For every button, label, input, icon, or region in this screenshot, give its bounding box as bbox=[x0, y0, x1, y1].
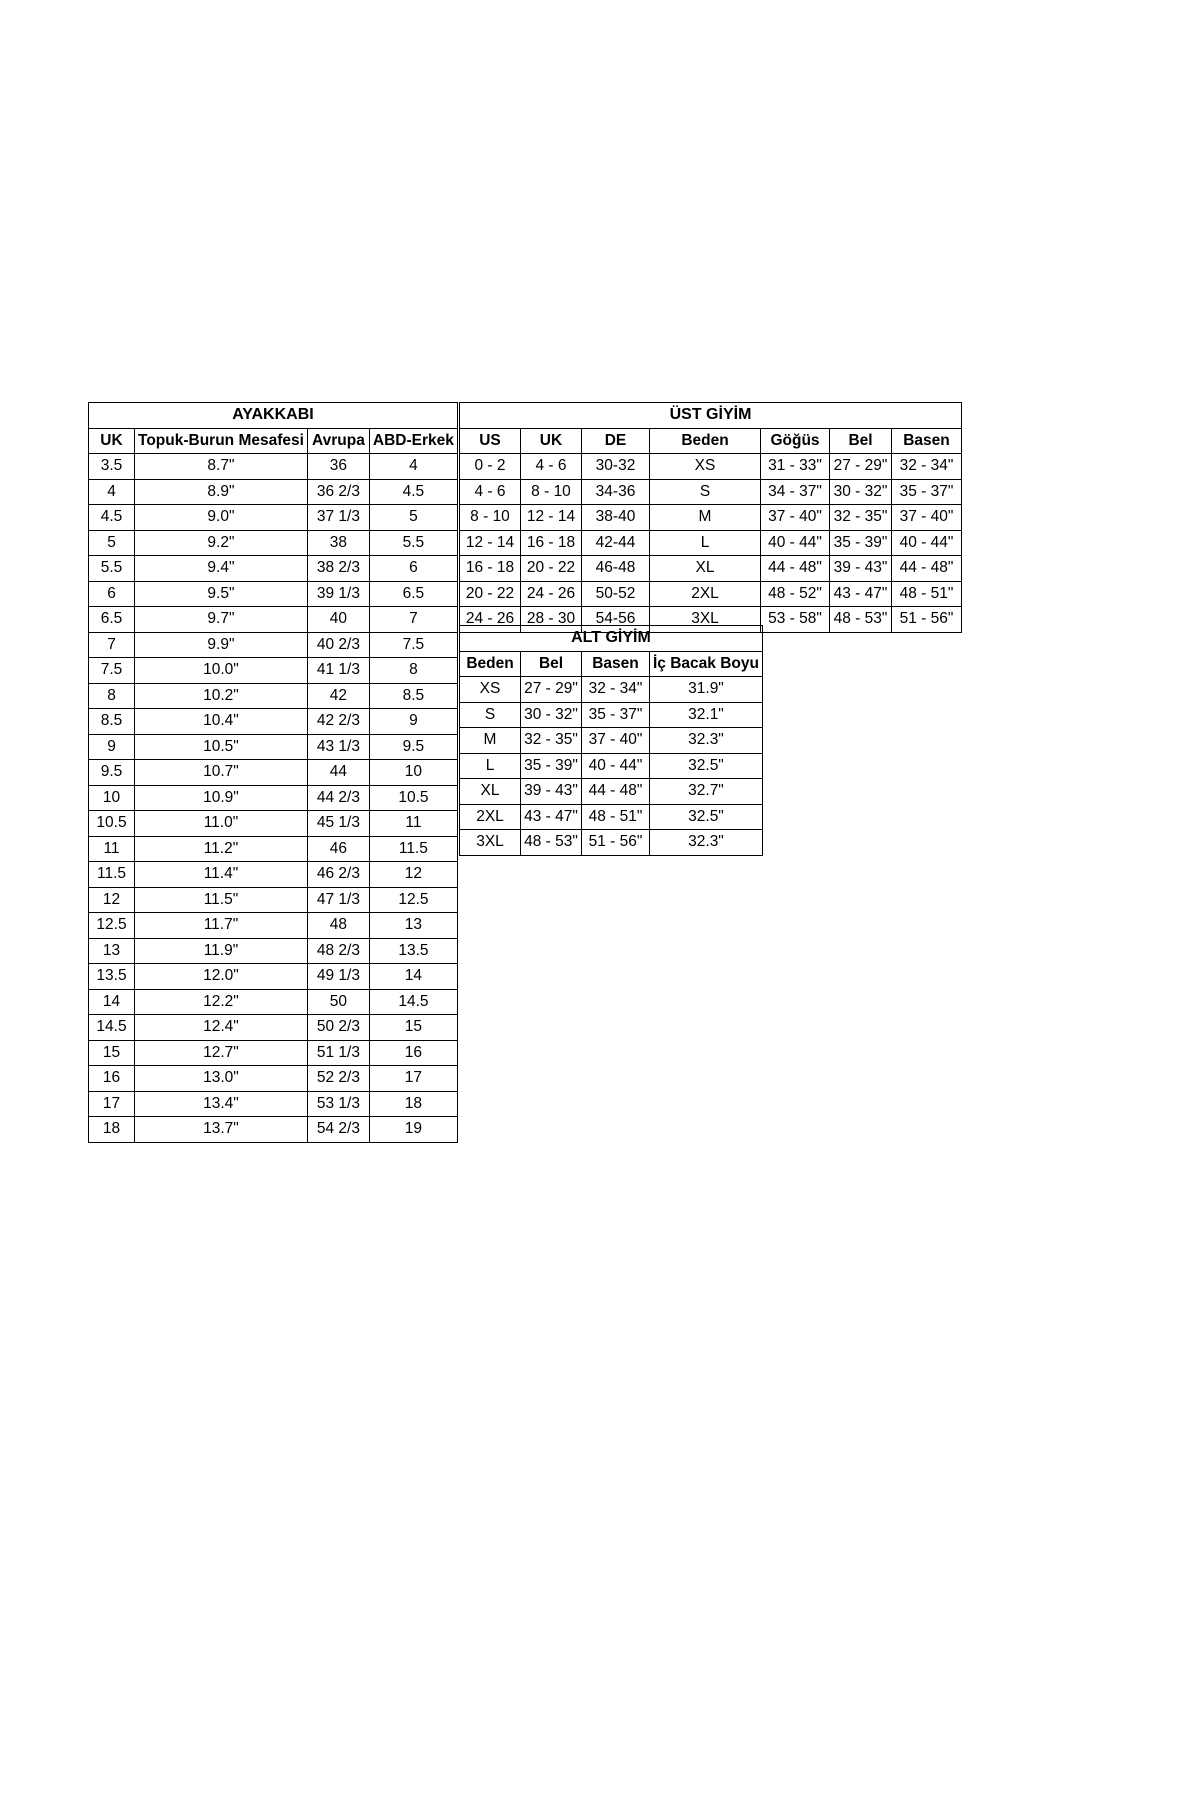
shoes-cell: 5.5 bbox=[369, 530, 457, 556]
shoes-cell: 7 bbox=[369, 607, 457, 633]
table-row bbox=[460, 830, 763, 856]
tops-cell: 38-40 bbox=[582, 505, 650, 531]
table-row bbox=[89, 658, 458, 684]
table-row bbox=[460, 702, 763, 728]
table-row bbox=[89, 1015, 458, 1041]
tops-header-row bbox=[460, 428, 962, 454]
bottoms-header-row bbox=[460, 651, 763, 677]
shoes-cell: 9.0" bbox=[135, 505, 308, 531]
tops-cell: 51 - 56" bbox=[892, 607, 962, 633]
bottoms-cell: 44 - 48" bbox=[582, 779, 650, 805]
shoes-cell: 37 1/3 bbox=[307, 505, 369, 531]
tops-cell: 34-36 bbox=[582, 479, 650, 505]
shoes-cell: 6 bbox=[89, 581, 135, 607]
shoes-cell: 50 2/3 bbox=[307, 1015, 369, 1041]
shoes-cell: 12.5 bbox=[89, 913, 135, 939]
table-row bbox=[89, 556, 458, 582]
table-row bbox=[89, 811, 458, 837]
tops-cell: 4 - 6 bbox=[460, 479, 521, 505]
shoes-cell: 10 bbox=[89, 785, 135, 811]
bottoms-cell: 32.5" bbox=[650, 753, 763, 779]
shoes-size-table bbox=[88, 402, 458, 1143]
tops-cell: 44 - 48" bbox=[761, 556, 830, 582]
table-row bbox=[89, 607, 458, 633]
shoes-cell: 6.5 bbox=[89, 607, 135, 633]
shoes-cell: 17 bbox=[89, 1091, 135, 1117]
bottoms-cell: 32.3" bbox=[650, 830, 763, 856]
shoes-cell: 16 bbox=[89, 1066, 135, 1092]
tops-cell: 16 - 18 bbox=[521, 530, 582, 556]
tops-header-cell: Basen bbox=[892, 428, 962, 454]
shoes-cell: 47 1/3 bbox=[307, 887, 369, 913]
shoes-cell: 36 2/3 bbox=[307, 479, 369, 505]
tops-cell: XS bbox=[650, 454, 761, 480]
table-row bbox=[89, 862, 458, 888]
bottoms-header-cell: Beden bbox=[460, 651, 521, 677]
shoes-cell: 18 bbox=[89, 1117, 135, 1143]
tops-cell: 42-44 bbox=[582, 530, 650, 556]
table-row bbox=[89, 734, 458, 760]
tops-cell: 30-32 bbox=[582, 454, 650, 480]
shoes-cell: 44 2/3 bbox=[307, 785, 369, 811]
shoes-cell: 13.0" bbox=[135, 1066, 308, 1092]
bottoms-cell: 48 - 53" bbox=[521, 830, 582, 856]
table-row bbox=[89, 581, 458, 607]
shoes-cell: 10.4" bbox=[135, 709, 308, 735]
table-row bbox=[89, 683, 458, 709]
shoes-cell: 43 1/3 bbox=[307, 734, 369, 760]
shoes-cell: 9 bbox=[89, 734, 135, 760]
shoes-cell: 5 bbox=[89, 530, 135, 556]
shoes-cell: 52 2/3 bbox=[307, 1066, 369, 1092]
tops-cell: 37 - 40" bbox=[761, 505, 830, 531]
shoes-cell: 46 bbox=[307, 836, 369, 862]
table-row bbox=[89, 938, 458, 964]
table-row bbox=[89, 1066, 458, 1092]
shoes-cell: 13.5 bbox=[369, 938, 457, 964]
bottoms-cell: S bbox=[460, 702, 521, 728]
tops-cell: L bbox=[650, 530, 761, 556]
shoes-cell: 10.2" bbox=[135, 683, 308, 709]
shoes-cell: 9.2" bbox=[135, 530, 308, 556]
table-row bbox=[460, 779, 763, 805]
tops-size-table bbox=[459, 402, 962, 633]
shoes-cell: 40 2/3 bbox=[307, 632, 369, 658]
shoes-cell: 8 bbox=[369, 658, 457, 684]
table-row bbox=[460, 753, 763, 779]
table-row bbox=[89, 530, 458, 556]
table-row bbox=[89, 709, 458, 735]
shoes-header-cell: Avrupa bbox=[307, 428, 369, 454]
shoes-cell: 10.7" bbox=[135, 760, 308, 786]
shoes-cell: 13 bbox=[369, 913, 457, 939]
tops-table-title: ÜST GİYİM bbox=[460, 403, 962, 429]
shoes-cell: 9.7" bbox=[135, 607, 308, 633]
shoes-cell: 38 bbox=[307, 530, 369, 556]
shoes-cell: 7.5 bbox=[89, 658, 135, 684]
shoes-cell: 9 bbox=[369, 709, 457, 735]
shoes-cell: 48 bbox=[307, 913, 369, 939]
shoes-cell: 8.9" bbox=[135, 479, 308, 505]
tops-cell: 4 - 6 bbox=[521, 454, 582, 480]
tops-title-row bbox=[460, 403, 962, 429]
tops-cell: 46-48 bbox=[582, 556, 650, 582]
tops-cell: M bbox=[650, 505, 761, 531]
tops-header-cell: UK bbox=[521, 428, 582, 454]
bottoms-cell: 35 - 39" bbox=[521, 753, 582, 779]
shoes-cell: 11.4" bbox=[135, 862, 308, 888]
shoes-cell: 45 1/3 bbox=[307, 811, 369, 837]
bottoms-cell: 32 - 34" bbox=[582, 677, 650, 703]
bottoms-cell: 2XL bbox=[460, 804, 521, 830]
shoes-cell: 16 bbox=[369, 1040, 457, 1066]
table-row bbox=[460, 677, 763, 703]
shoes-cell: 18 bbox=[369, 1091, 457, 1117]
shoes-cell: 10.9" bbox=[135, 785, 308, 811]
tops-cell: 3XL bbox=[650, 607, 761, 633]
shoes-cell: 9.5" bbox=[135, 581, 308, 607]
shoes-cell: 13 bbox=[89, 938, 135, 964]
shoes-cell: 54 2/3 bbox=[307, 1117, 369, 1143]
bottoms-cell: 32 - 35" bbox=[521, 728, 582, 754]
tops-cell: 27 - 29" bbox=[830, 454, 892, 480]
tops-cell: 24 - 26 bbox=[460, 607, 521, 633]
shoes-cell: 5 bbox=[369, 505, 457, 531]
bottoms-cell: M bbox=[460, 728, 521, 754]
shoes-cell: 13.7" bbox=[135, 1117, 308, 1143]
bottoms-cell: 30 - 32" bbox=[521, 702, 582, 728]
shoes-cell: 11.2" bbox=[135, 836, 308, 862]
tops-cell: 43 - 47" bbox=[830, 581, 892, 607]
bottoms-header-cell: Bel bbox=[521, 651, 582, 677]
bottoms-cell: 32.3" bbox=[650, 728, 763, 754]
shoes-cell: 50 bbox=[307, 989, 369, 1015]
tops-cell: 16 - 18 bbox=[460, 556, 521, 582]
shoes-cell: 15 bbox=[369, 1015, 457, 1041]
table-row bbox=[89, 1040, 458, 1066]
shoes-cell: 11 bbox=[89, 836, 135, 862]
table-row bbox=[89, 479, 458, 505]
tops-cell: 53 - 58" bbox=[761, 607, 830, 633]
shoes-cell: 12.4" bbox=[135, 1015, 308, 1041]
table-row bbox=[89, 913, 458, 939]
shoes-cell: 4.5 bbox=[89, 505, 135, 531]
shoes-cell: 9.5 bbox=[89, 760, 135, 786]
bottoms-header-cell: İç Bacak Boyu bbox=[650, 651, 763, 677]
table-row bbox=[89, 1091, 458, 1117]
shoes-cell: 11 bbox=[369, 811, 457, 837]
shoes-cell: 40 bbox=[307, 607, 369, 633]
shoes-cell: 10.5 bbox=[369, 785, 457, 811]
bottoms-cell: 27 - 29" bbox=[521, 677, 582, 703]
tops-cell: 48 - 53" bbox=[830, 607, 892, 633]
shoes-cell: 48 2/3 bbox=[307, 938, 369, 964]
bottoms-cell: 48 - 51" bbox=[582, 804, 650, 830]
shoes-table-body bbox=[89, 403, 458, 1143]
bottoms-cell: 32.7" bbox=[650, 779, 763, 805]
shoes-cell: 11.5 bbox=[89, 862, 135, 888]
tops-cell: 48 - 51" bbox=[892, 581, 962, 607]
shoes-header-cell: UK bbox=[89, 428, 135, 454]
shoes-cell: 36 bbox=[307, 454, 369, 480]
shoes-cell: 12.0" bbox=[135, 964, 308, 990]
bottoms-cell: 32.5" bbox=[650, 804, 763, 830]
shoes-cell: 11.5 bbox=[369, 836, 457, 862]
shoes-cell: 46 2/3 bbox=[307, 862, 369, 888]
bottoms-size-table bbox=[459, 625, 763, 856]
tops-cell: 8 - 10 bbox=[521, 479, 582, 505]
bottoms-header-cell: Basen bbox=[582, 651, 650, 677]
table-row bbox=[460, 728, 763, 754]
table-row bbox=[89, 454, 458, 480]
tops-header-cell: DE bbox=[582, 428, 650, 454]
shoes-cell: 13.5 bbox=[89, 964, 135, 990]
table-row bbox=[89, 760, 458, 786]
table-row bbox=[460, 581, 962, 607]
bottoms-cell: 51 - 56" bbox=[582, 830, 650, 856]
tops-cell: 34 - 37" bbox=[761, 479, 830, 505]
shoes-title-row bbox=[89, 403, 458, 429]
shoes-header-row bbox=[89, 428, 458, 454]
shoes-cell: 14.5 bbox=[369, 989, 457, 1015]
table-row bbox=[460, 505, 962, 531]
tops-cell: 12 - 14 bbox=[460, 530, 521, 556]
shoes-cell: 10 bbox=[369, 760, 457, 786]
shoes-cell: 6.5 bbox=[369, 581, 457, 607]
shoes-cell: 41 1/3 bbox=[307, 658, 369, 684]
shoes-cell: 5.5 bbox=[89, 556, 135, 582]
bottoms-cell: XL bbox=[460, 779, 521, 805]
shoes-cell: 44 bbox=[307, 760, 369, 786]
tops-cell: 24 - 26 bbox=[521, 581, 582, 607]
bottoms-cell: 39 - 43" bbox=[521, 779, 582, 805]
tops-header-cell: US bbox=[460, 428, 521, 454]
table-row bbox=[89, 505, 458, 531]
shoes-cell: 9.9" bbox=[135, 632, 308, 658]
tops-cell: 12 - 14 bbox=[521, 505, 582, 531]
shoes-cell: 9.5 bbox=[369, 734, 457, 760]
tops-cell: 8 - 10 bbox=[460, 505, 521, 531]
shoes-cell: 12 bbox=[89, 887, 135, 913]
shoes-cell: 17 bbox=[369, 1066, 457, 1092]
tops-cell: 2XL bbox=[650, 581, 761, 607]
tops-cell: 20 - 22 bbox=[521, 556, 582, 582]
table-row bbox=[89, 887, 458, 913]
table-row bbox=[460, 556, 962, 582]
shoes-cell: 4 bbox=[89, 479, 135, 505]
table-row bbox=[89, 989, 458, 1015]
table-row bbox=[89, 632, 458, 658]
shoes-cell: 9.4" bbox=[135, 556, 308, 582]
tops-header-cell: Beden bbox=[650, 428, 761, 454]
tops-cell: 39 - 43" bbox=[830, 556, 892, 582]
tops-cell: 31 - 33" bbox=[761, 454, 830, 480]
tops-header-cell: Göğüs bbox=[761, 428, 830, 454]
tops-cell: 32 - 35" bbox=[830, 505, 892, 531]
bottoms-cell: 32.1" bbox=[650, 702, 763, 728]
shoes-cell: 11.0" bbox=[135, 811, 308, 837]
tops-cell: 32 - 34" bbox=[892, 454, 962, 480]
shoes-cell: 10.5 bbox=[89, 811, 135, 837]
tops-cell: 30 - 32" bbox=[830, 479, 892, 505]
shoes-cell: 11.9" bbox=[135, 938, 308, 964]
bottoms-cell: 3XL bbox=[460, 830, 521, 856]
shoes-cell: 15 bbox=[89, 1040, 135, 1066]
shoes-cell: 7.5 bbox=[369, 632, 457, 658]
tops-table-body bbox=[460, 403, 962, 633]
table-row bbox=[89, 785, 458, 811]
shoes-cell: 12.5 bbox=[369, 887, 457, 913]
shoes-cell: 8.5 bbox=[369, 683, 457, 709]
table-row bbox=[89, 964, 458, 990]
tops-header-cell: Bel bbox=[830, 428, 892, 454]
shoes-cell: 12.2" bbox=[135, 989, 308, 1015]
shoes-cell: 8.5 bbox=[89, 709, 135, 735]
bottoms-cell: 35 - 37" bbox=[582, 702, 650, 728]
shoes-cell: 38 2/3 bbox=[307, 556, 369, 582]
shoes-cell: 13.4" bbox=[135, 1091, 308, 1117]
tops-cell: 35 - 37" bbox=[892, 479, 962, 505]
shoes-cell: 51 1/3 bbox=[307, 1040, 369, 1066]
shoes-cell: 8.7" bbox=[135, 454, 308, 480]
bottoms-cell: 43 - 47" bbox=[521, 804, 582, 830]
bottoms-cell: 40 - 44" bbox=[582, 753, 650, 779]
tops-cell: 37 - 40" bbox=[892, 505, 962, 531]
bottoms-cell: L bbox=[460, 753, 521, 779]
table-row bbox=[460, 479, 962, 505]
shoes-cell: 14 bbox=[89, 989, 135, 1015]
shoes-cell: 39 1/3 bbox=[307, 581, 369, 607]
table-row bbox=[89, 1117, 458, 1143]
shoes-cell: 4.5 bbox=[369, 479, 457, 505]
shoes-cell: 12 bbox=[369, 862, 457, 888]
shoes-cell: 19 bbox=[369, 1117, 457, 1143]
shoes-cell: 7 bbox=[89, 632, 135, 658]
shoes-cell: 14.5 bbox=[89, 1015, 135, 1041]
shoes-cell: 11.5" bbox=[135, 887, 308, 913]
table-row bbox=[460, 454, 962, 480]
shoes-cell: 10.5" bbox=[135, 734, 308, 760]
shoes-cell: 14 bbox=[369, 964, 457, 990]
shoes-cell: 53 1/3 bbox=[307, 1091, 369, 1117]
bottoms-cell: XS bbox=[460, 677, 521, 703]
tops-cell: 44 - 48" bbox=[892, 556, 962, 582]
tops-cell: 48 - 52" bbox=[761, 581, 830, 607]
tops-cell: XL bbox=[650, 556, 761, 582]
shoes-cell: 12.7" bbox=[135, 1040, 308, 1066]
shoes-cell: 42 bbox=[307, 683, 369, 709]
shoes-cell: 11.7" bbox=[135, 913, 308, 939]
tops-cell: 35 - 39" bbox=[830, 530, 892, 556]
tops-cell: 40 - 44" bbox=[892, 530, 962, 556]
table-row bbox=[89, 836, 458, 862]
bottoms-cell: 31.9" bbox=[650, 677, 763, 703]
tops-cell: 0 - 2 bbox=[460, 454, 521, 480]
shoes-cell: 4 bbox=[369, 454, 457, 480]
bottoms-table-body bbox=[460, 626, 763, 856]
tops-cell: 54-56 bbox=[582, 607, 650, 633]
tops-cell: S bbox=[650, 479, 761, 505]
shoes-cell: 8 bbox=[89, 683, 135, 709]
bottoms-table-title: ALT GİYİM bbox=[460, 626, 763, 652]
shoes-table-title: AYAKKABI bbox=[89, 403, 458, 429]
table-row bbox=[460, 530, 962, 556]
bottoms-cell: 37 - 40" bbox=[582, 728, 650, 754]
shoes-header-cell: ABD-Erkek bbox=[369, 428, 457, 454]
shoes-header-cell: Topuk-Burun Mesafesi bbox=[135, 428, 308, 454]
shoes-cell: 42 2/3 bbox=[307, 709, 369, 735]
bottoms-title-row bbox=[460, 626, 763, 652]
tops-cell: 50-52 bbox=[582, 581, 650, 607]
table-row bbox=[460, 804, 763, 830]
shoes-cell: 10.0" bbox=[135, 658, 308, 684]
tops-cell: 20 - 22 bbox=[460, 581, 521, 607]
shoes-cell: 49 1/3 bbox=[307, 964, 369, 990]
shoes-cell: 6 bbox=[369, 556, 457, 582]
shoes-cell: 3.5 bbox=[89, 454, 135, 480]
tops-cell: 40 - 44" bbox=[761, 530, 830, 556]
tops-cell: 28 - 30 bbox=[521, 607, 582, 633]
